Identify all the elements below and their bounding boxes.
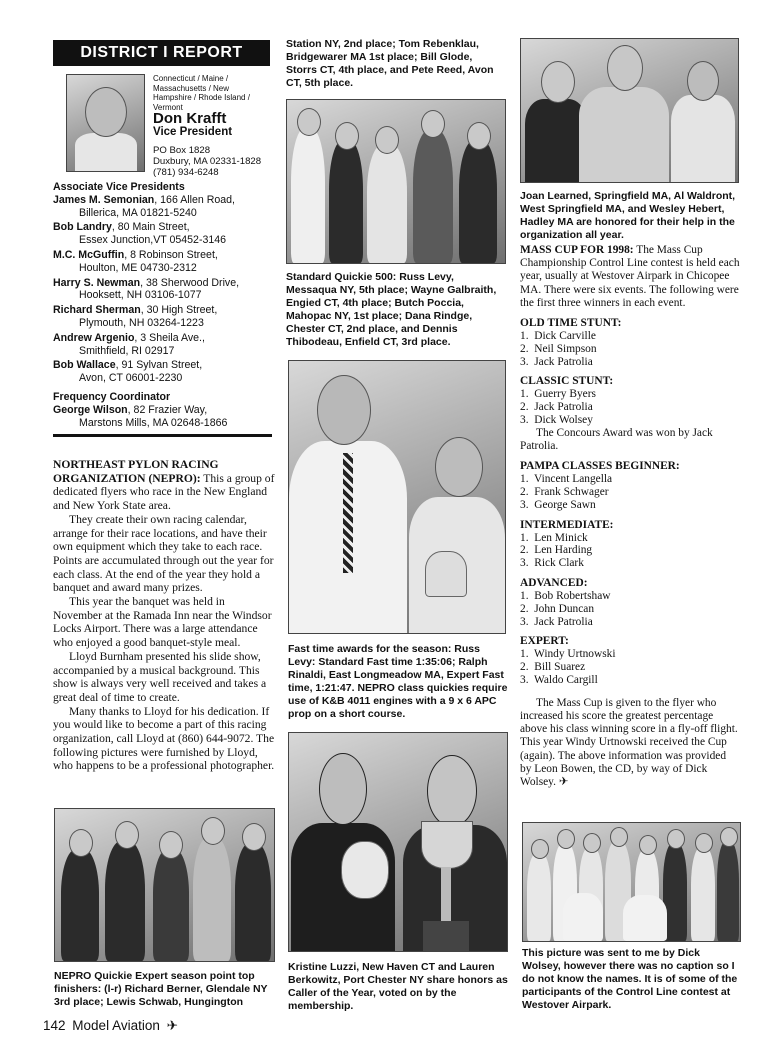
associate-street: , 8 Robinson Street,: [124, 248, 218, 261]
winners-list: [520, 473, 740, 511]
winner-item: 1. Vincent Langella: [520, 473, 613, 486]
airplane-icon: ✈: [166, 1018, 178, 1033]
associate-city: Hooksett, NH 03106-1077: [79, 289, 202, 302]
associate-name: James M. Semonian: [53, 193, 155, 206]
fast-time-caption: Fast time awards for the season: Russ Levy: Standard Fast time 1:35:06; Ralph Rinaldi, East Longmeadow MA, Expert Fast time, 1:21:47. NEPRO class quickies require use of K&B 4011 engines with a 9 x 6 APC prop on a short course.: [288, 643, 508, 720]
page-number: 142: [43, 1018, 66, 1033]
winner-item: 2. Bill Suarez: [520, 661, 586, 674]
article-p3: This year the banquet was held in November at the Ramada Inn near the Windsor Locks Airport. There was a large attendance who enjoyed a good banquet-style meal.: [53, 595, 272, 650]
control-line-group-photo: [522, 822, 741, 942]
winners-list: [520, 590, 740, 628]
event-heading: OLD TIME STUNT:: [520, 317, 622, 330]
masscup-closing-text: The Mass Cup is given to the flyer who increased his score the greatest percentage above his class winning score in a fly-off flight. This year Windy Urtnowski received the Cup (again). The above information was provided by Leon Bowen, the CD, by way of Dick Wolsey.: [520, 696, 738, 788]
concours-note: The Concours Award was won by Jack Patrolia.: [520, 426, 713, 452]
winner-item: 1. Len Minick: [520, 531, 588, 544]
vp-title: Vice President: [153, 126, 233, 138]
article-lead: [53, 458, 275, 513]
event-heading: CLASSIC STUNT:: [520, 375, 614, 388]
caller-caption: Kristine Luzzi, New Haven CT and Lauren Berkowitz, Port Chester NY share honors as Caller of the Year, voted on by the membership.: [288, 961, 508, 1012]
associate-entry: [53, 304, 273, 330]
quickie500-caption: Standard Quickie 500: Russ Levy, Messaqua NY, 5th place; Wayne Galbraith, Engied CT, 4th place; Butch Poccia, Mahopac NY, 1st place; Dana Rindge, Chester CT, 2nd place, and Dennis Thibodeau, Enfield CT, 3rd place.: [286, 271, 497, 348]
associate-entry: [53, 194, 273, 220]
col2-top-caption: Station NY, 2nd place; Tom Rebenklau, Bridgewarer MA 1st place; Bill Glode, Storrs CT, 4th place, and Pete Reed, Avon CT, 5th place.: [286, 38, 494, 89]
associate-entry: [53, 277, 273, 303]
associate-street: , 30 High Street,: [140, 304, 218, 317]
associate-entry: [53, 359, 273, 385]
freq-name: George Wilson: [53, 403, 128, 416]
airplane-icon: ✈: [558, 775, 569, 788]
nepro-quickie-caption: NEPRO Quickie Expert season point top finishers: (l-r) Richard Berner, Glendale NY 3rd place; Lewis Schwab, Hungington: [54, 970, 268, 1008]
associate-city: Plymouth, NH 03264-1223: [79, 316, 204, 329]
associate-name: Richard Sherman: [53, 304, 141, 317]
masscup-closing: [520, 697, 740, 789]
section-divider: [53, 434, 272, 437]
freq-line1: , 82 Frazier Way,: [127, 403, 208, 416]
winner-item: 1. Dick Carville: [520, 330, 596, 343]
winner-item: 3. George Sawn: [520, 498, 596, 511]
winners-list: [520, 330, 740, 368]
results-sections: [520, 317, 740, 687]
event-heading: EXPERT:: [520, 635, 569, 648]
associate-name: M.C. McGuffin: [53, 248, 125, 261]
page-footer: [43, 1018, 178, 1034]
winner-item: 2. Len Harding: [520, 544, 593, 557]
caller-of-year-photo: [288, 732, 508, 952]
associate-street: , 3 Sheila Ave.,: [134, 331, 205, 344]
associate-street: , 38 Sherwood Drive,: [140, 276, 240, 289]
vp-portrait: [66, 74, 145, 172]
article-p4: Lloyd Burnham presented his slide show, accompanied by a musical background. This show is always very well received and takes a great deal of time to create.: [53, 649, 267, 704]
associate-name: Andrew Argenio: [53, 331, 135, 344]
frequency-coordinator: [53, 404, 273, 430]
associates-heading: Associate Vice Presidents: [53, 181, 185, 193]
magazine-name: Model Aviation: [72, 1018, 160, 1033]
associate-city: Essex Junction,VT 05452-3146: [79, 234, 227, 247]
associate-name: Bob Wallace: [53, 359, 116, 372]
event-heading: INTERMEDIATE:: [520, 518, 614, 531]
event-heading: PAMPA CLASSES BEGINNER:: [520, 460, 680, 473]
winners-list: [520, 388, 740, 426]
winner-item: 1. Guerry Byers: [520, 388, 596, 401]
honored-volunteers-photo: [520, 38, 739, 183]
winner-item: 2. Frank Schwager: [520, 486, 609, 498]
associate-street: , 166 Allen Road,: [154, 193, 235, 206]
quickie500-photo: [286, 99, 506, 264]
associate-entry: [53, 221, 273, 247]
article-lead-rest: This a group of dedicated flyers who race in the New England and New York State area.: [53, 471, 275, 513]
winner-item: 3. Waldo Cargill: [520, 673, 598, 686]
winner-item: 3. Dick Wolsey: [520, 414, 593, 426]
associate-street: , 91 Sylvan Street,: [115, 359, 203, 372]
associate-name: Bob Landry: [53, 221, 112, 234]
associate-city: Houlton, ME 04730-2312: [79, 261, 197, 274]
winner-item: 1. Windy Urtnowski: [520, 648, 616, 661]
vp-address: [153, 145, 261, 178]
region-list: Connecticut / Maine / Massachusetts / New Hampshire / Rhode Island / Vermont: [153, 74, 250, 112]
associate-entry: [53, 249, 273, 275]
associate-city: Smithfield, RI 02917: [79, 344, 175, 357]
winner-item: 3. Rick Clark: [520, 557, 584, 570]
winner-item: 2. Neil Simpson: [520, 342, 597, 355]
winners-list: [520, 648, 740, 686]
winner-item: 2. Jack Patrolia: [520, 401, 593, 414]
district-banner: DISTRICT I REPORT: [53, 40, 270, 66]
group-photo-caption: This picture was sent to me by Dick Wolsey, however there was no caption so I do not know the names. It is of some of the participants of the Control Line contest at Westover Airpark.: [522, 947, 738, 1011]
winner-item: 3. Jack Patrolia: [520, 355, 593, 368]
associate-name: Harry S. Newman: [53, 276, 141, 289]
nepro-quickie-photo: [54, 808, 275, 962]
winner-item: 1. Bob Robertshaw: [520, 589, 611, 602]
mass-cup-article: [520, 244, 740, 789]
masscup-lead-bold: MASS CUP FOR 1998:: [520, 244, 634, 256]
winners-list: [520, 532, 740, 570]
address-line1: PO Box 1828: [153, 145, 211, 156]
event-heading: ADVANCED:: [520, 576, 588, 589]
associate-list: [53, 181, 273, 431]
masscup-lead: [520, 244, 740, 310]
vp-name: Don Krafft: [153, 110, 227, 127]
article-p2: They create their own racing calendar, arrange for their race locations, and have their own equipment which they take to each race. Points are accumulated through out the year for each class. At the end of the year they hold a banquet and award many prizes.: [53, 512, 274, 595]
article-p5: Many thanks to Lloyd for his dedication. If you would like to become a part of this racing organization, call Lloyd at (860) 644-9072. The following pictures were furnished by Lloyd, who happens to be a professional photographer.: [53, 704, 275, 773]
vp-phone: (781) 934-6248: [153, 167, 219, 178]
associate-city: Billerica, MA 01821-5240: [79, 206, 197, 219]
frequency-heading: Frequency Coordinator: [53, 390, 171, 403]
fast-time-photo: [288, 360, 506, 634]
nepro-article: [53, 458, 275, 773]
article-lead-bold: NORTHEAST PYLON RACING ORGANIZATION (NEPRO):: [53, 458, 219, 485]
masscup-lead-rest: The Mass Cup Championship Control Line contest is held each year, usually at Westover Airpark in Chicopee MA. There were six events. The following were the first three winners in each event.: [520, 244, 740, 309]
winner-item: 3. Jack Patrolia: [520, 615, 593, 628]
associate-city: Avon, CT 06001-2230: [79, 372, 183, 385]
winner-item: 2. John Duncan: [520, 602, 595, 615]
associate-entry: [53, 332, 273, 358]
freq-line2: Marstons Mills, MA 02648-1866: [79, 416, 228, 429]
honored-caption: Joan Learned, Springfield MA, Al Waldront, West Springfield MA, and Wesley Hebert, Hadley MA are honored for their help in the organization all year.: [520, 190, 736, 241]
address-line2: Duxbury, MA 02331-1828: [153, 156, 262, 167]
associate-street: , 80 Main Street,: [111, 221, 190, 234]
